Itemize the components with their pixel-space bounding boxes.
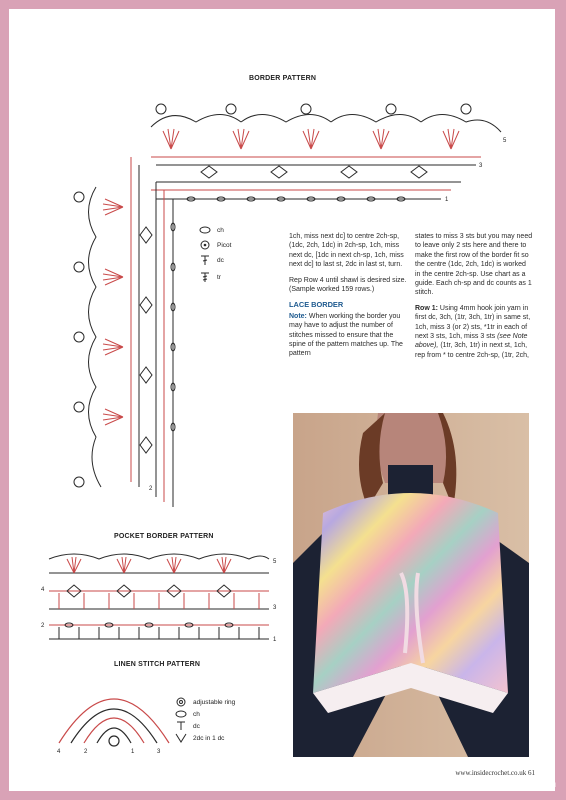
margin-rule bbox=[555, 9, 557, 791]
ch-oval-icon bbox=[173, 709, 189, 719]
note-label: Note: bbox=[289, 312, 307, 320]
footer-url: www.insidecrochet.co.uk bbox=[455, 769, 527, 777]
key-ring-label: adjustable ring bbox=[193, 698, 236, 706]
border-pattern-heading: BORDER PATTERN bbox=[249, 75, 317, 82]
tr-icon bbox=[197, 272, 213, 282]
row-number: 1 bbox=[273, 637, 277, 643]
ch-oval-icon bbox=[197, 225, 213, 235]
row-number: 4 bbox=[57, 749, 61, 755]
text-column-2 bbox=[415, 232, 533, 366]
page-number: 61 bbox=[528, 769, 535, 777]
key-tr-label: tr bbox=[217, 273, 221, 281]
note-text: When working the border you may have to adjust the number of stitches missed to ensure that the spine of the pattern matches up. The pattern bbox=[289, 312, 403, 358]
adjustable-ring-icon bbox=[173, 697, 189, 707]
row-number: 3 bbox=[479, 163, 483, 169]
note-paragraph bbox=[289, 312, 407, 359]
row-number: 2 bbox=[41, 623, 45, 629]
linen-stitch-chart bbox=[49, 675, 179, 755]
lace-border-heading: LACE BORDER bbox=[289, 300, 344, 310]
pocket-border-chart bbox=[39, 547, 279, 647]
key-tr bbox=[197, 272, 221, 282]
key-linen-ch-label: ch bbox=[193, 710, 200, 718]
shawl-photo-illustration bbox=[293, 413, 529, 757]
row-number: 5 bbox=[503, 138, 507, 144]
row-number: 5 bbox=[273, 559, 277, 565]
row-1-text-a: Using 4mm hook join yarn in first dc, 3ch, (1tr, 3ch, 1tr) in same st, 1ch, miss 3 (or 2) sts, *1tr in each of next 3 sts, 1ch, miss 3 sts bbox=[415, 304, 531, 341]
key-2dc-label: 2dc in 1 dc bbox=[193, 734, 225, 742]
paragraph: states to miss 3 sts but you may need to leave only 2 sts here and there to make the first row of the border fit so the centre (1dc, 2ch, 1dc) is worked in the centre 2ch-sp. Use chart as a guide. Each ch-sp and dc counts as 1 stitch. bbox=[415, 233, 533, 297]
text-column-1 bbox=[289, 232, 407, 365]
two-dc-icon bbox=[173, 733, 189, 743]
row-number: 3 bbox=[157, 749, 161, 755]
row-number: 2 bbox=[84, 749, 88, 755]
key-picot-label: Picot bbox=[217, 241, 232, 249]
row-number: 4 bbox=[41, 587, 45, 593]
row-1-note: (see Note above), bbox=[415, 333, 528, 350]
row-number: 1 bbox=[445, 197, 449, 203]
key-linen-ch bbox=[173, 709, 200, 719]
picot-icon bbox=[197, 240, 213, 250]
key-dc-label: dc bbox=[217, 256, 224, 264]
key-dc bbox=[197, 255, 224, 265]
row-number: 3 bbox=[273, 605, 277, 611]
magazine-page bbox=[9, 9, 557, 791]
pocket-border-heading: POCKET BORDER PATTERN bbox=[114, 533, 214, 540]
key-picot bbox=[197, 240, 231, 250]
key-adjustable-ring bbox=[173, 697, 235, 707]
paragraph: 1ch, miss next dc] to centre 2ch-sp, (1dc, 2ch, 1dc) in 2ch-sp, 1ch, miss next dc, [1dc in next ch-sp, 1ch, miss next dc] to last st, 2dc in last st, turn. bbox=[289, 233, 404, 269]
key-linen-dc-label: dc bbox=[193, 722, 200, 730]
row-number: 2 bbox=[149, 486, 153, 492]
watermark: PassionForum.ru bbox=[495, 780, 556, 789]
key-linen-dc bbox=[173, 721, 200, 731]
row-1-paragraph bbox=[415, 304, 533, 360]
paragraph: Rep Row 4 until shawl is desired size. (Sample worked 159 rows.) bbox=[289, 276, 407, 294]
row-number: 1 bbox=[131, 749, 135, 755]
row-1-text-b: (1tr, 3ch, 1tr) in next st, 1ch, rep from * to centre 2ch-sp, (1tr, 2ch, bbox=[415, 342, 529, 359]
dc-icon bbox=[173, 721, 189, 731]
row-1-label: Row 1: bbox=[415, 304, 438, 312]
key-2dc bbox=[173, 733, 224, 743]
key-ch bbox=[197, 225, 224, 235]
shawl-photo bbox=[293, 413, 529, 757]
footer bbox=[455, 769, 535, 777]
key-ch-label: ch bbox=[217, 226, 224, 234]
linen-stitch-heading: LINEN STITCH PATTERN bbox=[114, 661, 201, 668]
dc-icon bbox=[197, 255, 213, 265]
